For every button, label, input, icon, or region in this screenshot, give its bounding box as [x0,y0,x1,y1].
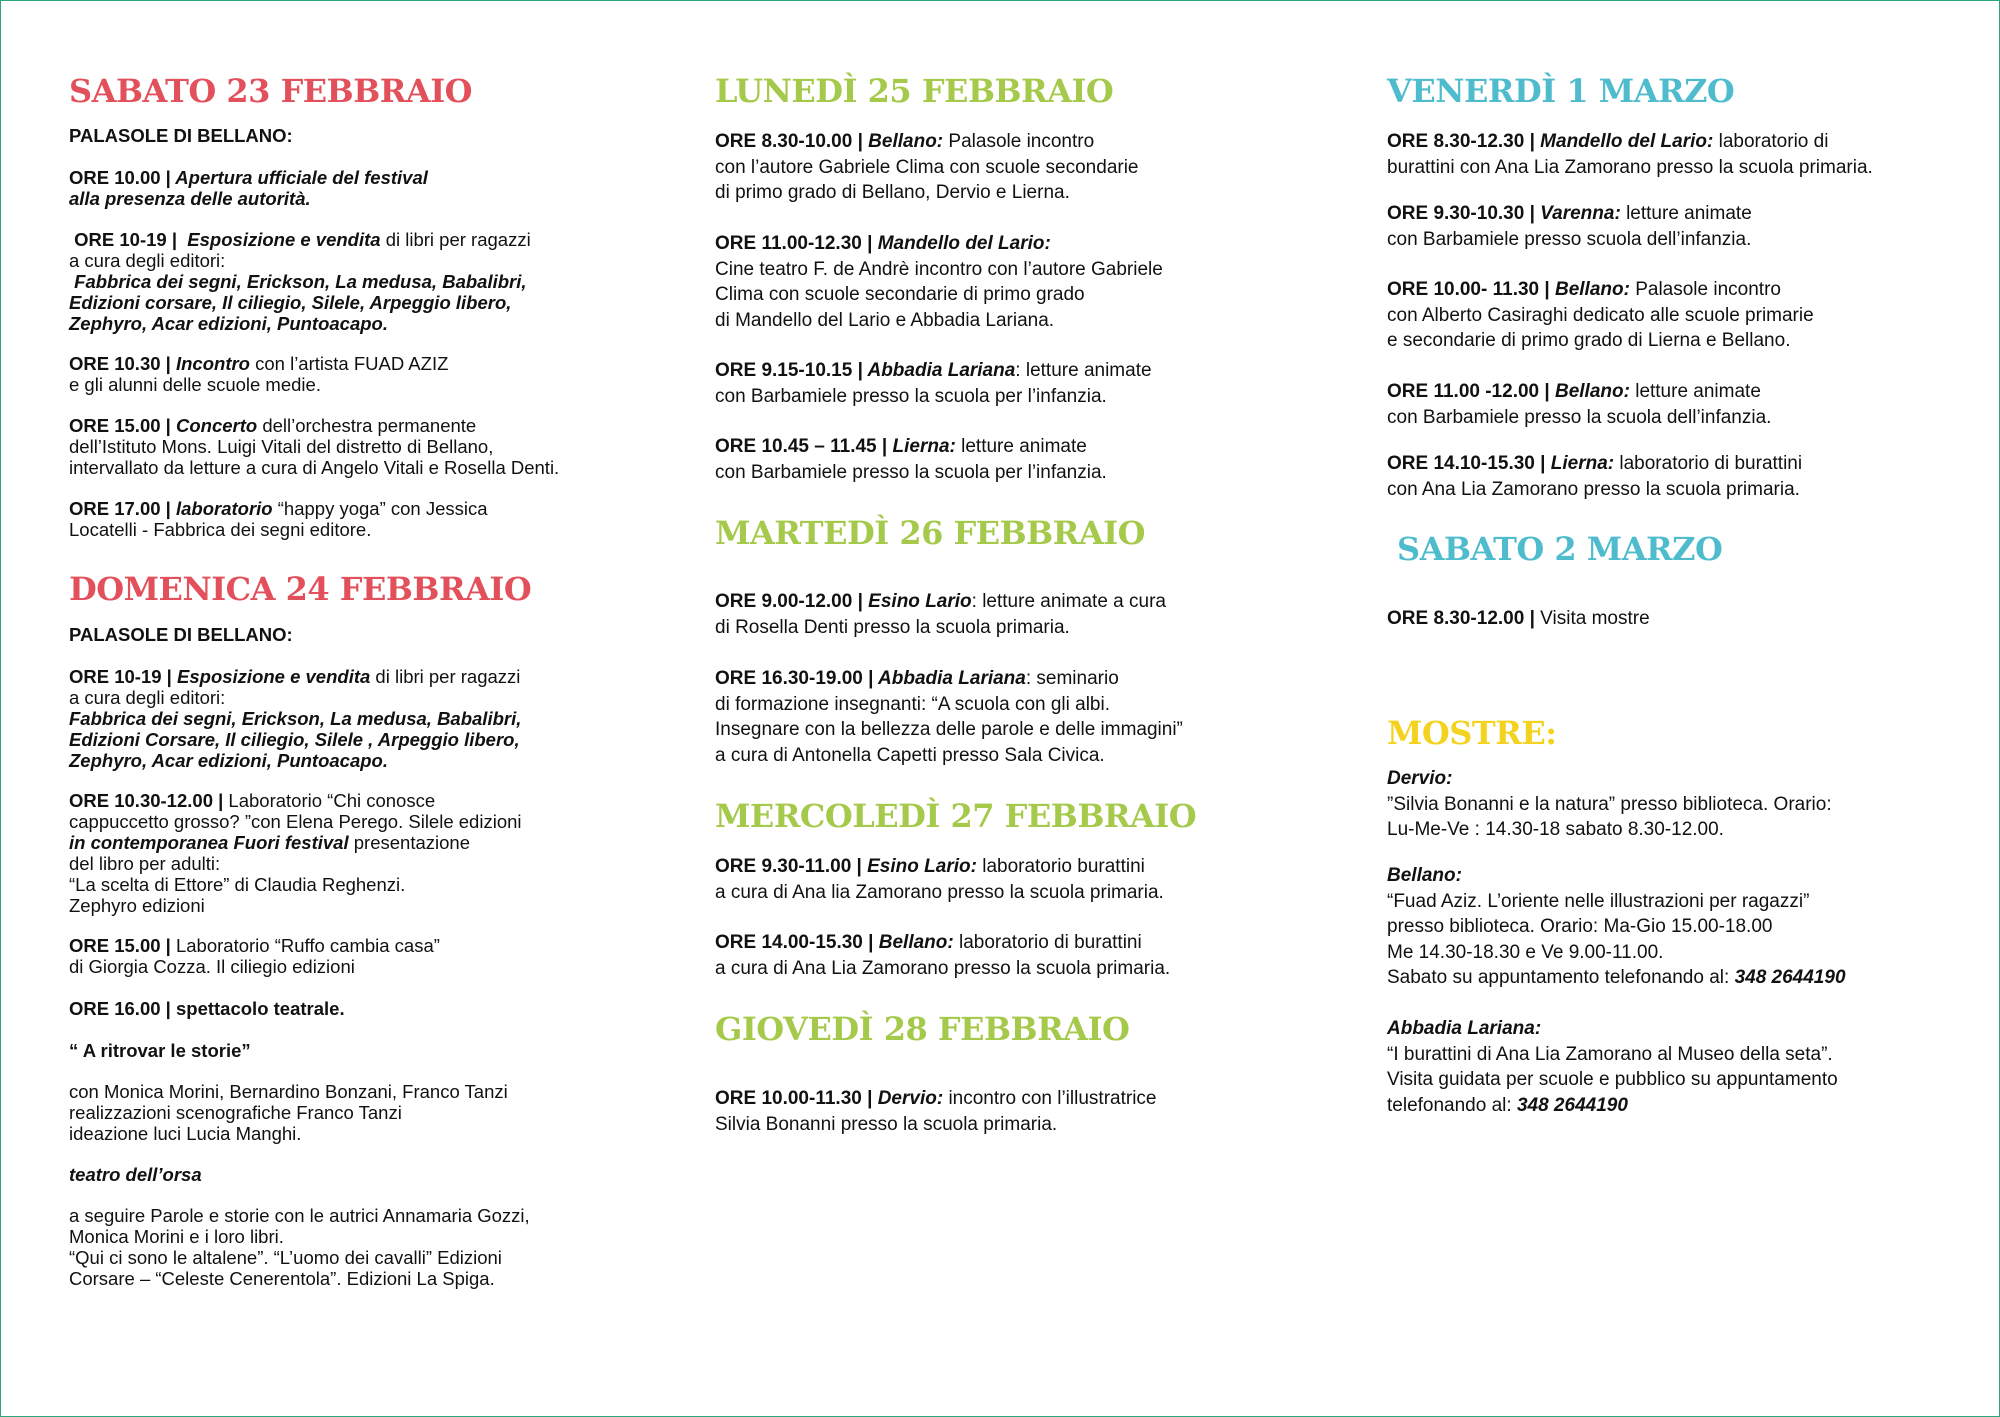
event-item: ORE 14.10-15.30 | Lierna: laboratorio di burattini con Ana Lia Zamorano presso la scuola primaria. [1387,453,1803,500]
day-heading-sat-23: SABATO 23 FEBBRAIO [69,72,473,110]
venue-label: PALASOLE DI BELLANO: [69,125,293,146]
event-item: ORE 10.00- 11.30 | Bellano: Palasole incontro con Alberto Casiraghi dedicato alle scuole primarie e secondarie di primo grado di Lierna e Bellano. [1387,279,1814,351]
event-item: ORE 9.30-11.00 | Esino Lario: laboratorio burattini a cura di Ana lia Zamorano presso la scuola primaria. [715,856,1164,903]
day-heading-mon-25: LUNEDÌ 25 FEBBRAIO [715,72,1114,110]
event-item: ORE 11.00 -12.00 | Bellano: letture animate con Barbamiele presso la scuola dell’infanzia. [1387,381,1772,428]
event-item: ORE 9.15-10.15 | Abbadia Lariana: letture animate con Barbamiele presso la scuola per l’infanzia. [715,360,1152,407]
event-item: ORE 10.45 – 11.45 | Lierna: letture animate con Barbamiele presso la scuola per l’infanzia. [715,436,1107,483]
event-item: ORE 15.00 | Concerto dell’orchestra permanente dell’Istituto Mons. Luigi Vitali del distretto di Bellano, intervallato da letture a cura di Angelo Vitali e Rosella Denti. [69,415,560,478]
day-heading-sun-24: DOMENICA 24 FEBBRAIO [69,570,532,608]
event-item: ORE 10-19 | Esposizione e vendita di libri per ragazzi a cura degli editori: Fabbrica dei segni, Erickson, La medusa, Babalibri, Edizioni corsare, Il ciliegio, Silele, Arpeggio libero, Zephyro, Acar edizioni, Puntoacapo. [69,229,531,334]
event-item: ORE 10-19 | Esposizione e vendita di libri per ragazzi a cura degli editori: Fabbrica dei segni, Erickson, La medusa, Babalibri, Edizioni Corsare, Il ciliegio, Silele , Arpeggio libero, Zephyro, Acar edizioni, Puntoacapo. [69,666,522,771]
event-item: ORE 8.30-10.00 | Bellano: Palasole incontro con l’autore Gabriele Clima con scuole secondarie di primo grado di Bellano, Dervio e Lierna. [715,131,1139,203]
event-item: ORE 8.30-12.00 | Visita mostre [1387,608,1650,629]
exhibition-dervio: Dervio: ”Silvia Bonanni e la natura” presso biblioteca. Orario: Lu-Me-Ve : 14.30-18 sabato 8.30-12.00. [1387,768,1832,840]
day-heading-wed-27: MERCOLEDÌ 27 FEBBRAIO [715,797,1197,835]
event-item: ORE 10.00-11.30 | Dervio: incontro con l’illustratrice Silvia Bonanni presso la scuola primaria. [715,1088,1157,1135]
event-item: ORE 16.30-19.00 | Abbadia Lariana: seminario di formazione insegnanti: “A scuola con gli albi. Insegnare con la bellezza delle parole e delle immagini” a cura di Antonella Capetti presso Sala Civica. [715,668,1183,766]
event-item: ORE 11.00-12.30 | Mandello del Lario: Cine teatro F. de Andrè incontro con l’autore Gabriele Clima con scuole secondarie di primo grado di Mandello del Lario e Abbadia Lariana. [715,233,1163,331]
event-item: ORE 9.30-10.30 | Varenna: letture animate con Barbamiele presso scuola dell’infanzia. [1387,203,1752,250]
company-name: teatro dell’orsa [69,1164,202,1185]
event-item: a seguire Parole e storie con le autrici Annamaria Gozzi, Monica Morini e i loro libri. “Qui ci sono le altalene”. “L’uomo dei cavalli” Edizioni Corsare – “Celeste Cenerentola”. Edizioni La Spiga. [69,1205,530,1289]
event-item: ORE 15.00 | Laboratorio “Ruffo cambia casa” di Giorgia Cozza. Il ciliegio edizioni [69,935,440,977]
event-item: ORE 10.00 | Apertura ufficiale del festival alla presenza delle autorità. [69,167,428,209]
show-credits: con Monica Morini, Bernardino Bonzani, Franco Tanzi realizzazioni scenografiche Franco Tanzi ideazione luci Lucia Manghi. [69,1081,508,1144]
event-item: ORE 14.00-15.30 | Bellano: laboratorio di burattini a cura di Ana Lia Zamorano presso la scuola primaria. [715,932,1171,979]
day-heading-tue-26: MARTEDÌ 26 FEBBRAIO [715,514,1145,552]
event-item: ORE 8.30-12.30 | Mandello del Lario: laboratorio di burattini con Ana Lia Zamorano presso la scuola primaria. [1387,131,1873,178]
event-item: ORE 16.00 | spettacolo teatrale. [69,998,345,1019]
venue-label: PALASOLE DI BELLANO: [69,624,293,645]
exhibition-bellano: Bellano: “Fuad Aziz. L’oriente nelle illustrazioni per ragazzi” presso biblioteca. Orario: Ma-Gio 15.00-18.00 Me 14.30-18.30 e Ve 9.00-11.00. Sabato su appuntamento telefonando al: 348 2644190 [1387,865,1846,988]
event-item: ORE 10.30-12.00 | Laboratorio “Chi conosce cappuccetto grosso? ”con Elena Perego. Silele edizioni in contemporanea Fuori festival presentazione del libro per adulti: “La scelta di Ettore” di Claudia Reghenzi. Zephyro edizioni [69,790,522,916]
phone-number: 348 2644190 [1516,1094,1628,1116]
event-item: ORE 17.00 | laboratorio “happy yoga” con Jessica Locatelli - Fabbrica dei segni editore. [69,498,488,540]
exhibitions-heading: MOSTRE: [1387,714,1557,752]
phone-number: 348 2644190 [1734,967,1846,988]
show-title: “ A ritrovar le storie” [69,1040,251,1061]
day-heading-fri-1: VENERDÌ 1 MARZO [1387,72,1735,110]
event-item: ORE 10.30 | Incontro con l’artista FUAD AZIZ e gli alunni delle scuole medie. [69,353,449,395]
exhibition-abbadia: Abbadia Lariana: “I burattini di Ana Lia Zamorano al Museo della seta”. Visita guidata per scuole e pubblico su appuntamento telefonando al: 348 2644190 [1387,1018,1838,1116]
event-item: ORE 9.00-12.00 | Esino Lario: letture animate a cura di Rosella Denti presso la scuola primaria. [715,591,1166,638]
day-heading-thu-28: GIOVEDÌ 28 FEBBRAIO [715,1010,1130,1048]
day-heading-sat-2: SABATO 2 MARZO [1397,530,1723,568]
